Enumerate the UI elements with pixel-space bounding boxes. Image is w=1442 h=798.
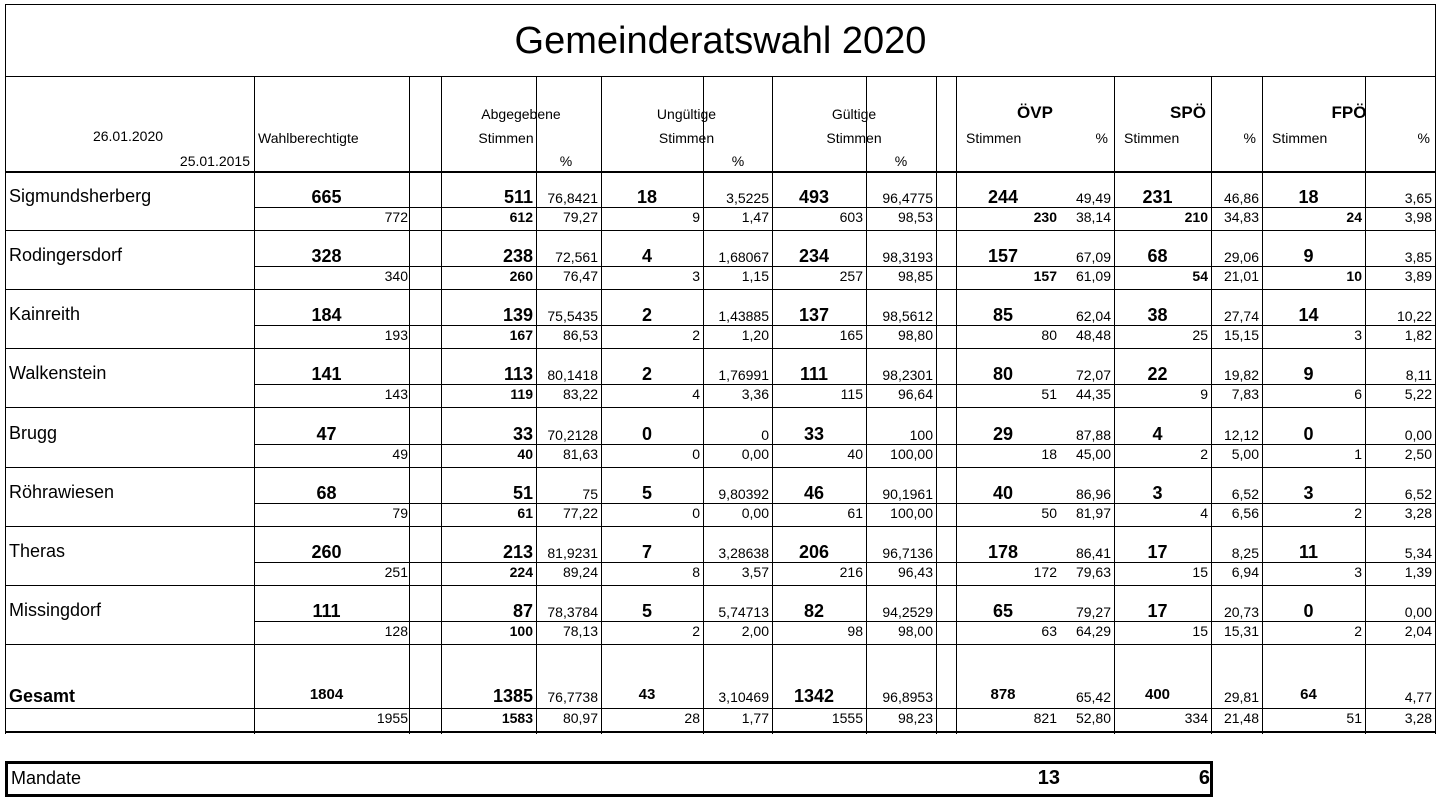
row-5-current-value: 86,96 [1075,486,1111,502]
row-5-current-value: 6,52 [1404,486,1432,502]
row-0-previous-value: 9 [692,209,700,225]
row-7-previous-value: 128 [384,623,408,639]
row-4-current-value: 0,00 [1404,427,1432,443]
header-bottom-line [5,171,1436,173]
row-2-current-value: 2 [641,305,652,325]
row-0-current-value: 231 [1142,187,1173,207]
row-5-current-value: 9,80392 [718,486,769,502]
row-2-previous-value: 167 [509,327,533,343]
row-2-previous-value: 25 [1192,327,1208,343]
row-7-previous-value: 2,04 [1404,623,1432,639]
row-4-previous-value: 2,50 [1404,446,1432,462]
row-7-current-value: 0 [1303,601,1314,621]
row-4-current-value: 0 [641,424,652,444]
row-2-previous-value: 48,48 [1075,327,1111,343]
row-3-current-value: 2 [641,364,652,384]
header-party-1: SPÖ [1170,103,1206,122]
row-0-previous-value: 3,98 [1404,209,1432,225]
column-line-8 [936,76,937,734]
row-bottom-line [5,585,1436,586]
total-row-previous-value: 21,48 [1223,710,1259,726]
row-6-current-value: 81,9231 [547,545,598,561]
header-stimmen-1: Stimmen [1124,130,1180,146]
row-0-current-value: 46,86 [1223,190,1259,206]
row-2-previous-value: 193 [384,327,408,343]
row-1-current-value: 238 [502,246,533,266]
row-6-current-value: 213 [502,542,533,562]
header-wahlberechtigte: Wahlberechtigte [258,130,359,146]
total-row-current-value: 43 [638,686,656,703]
row-2-current-value: 62,04 [1075,308,1111,324]
total-row-previous-value: 52,80 [1075,710,1111,726]
row-split-line [254,325,1436,326]
total-row-name: Gesamt [9,686,76,706]
total-row-current-value: 29,81 [1223,689,1259,705]
row-7-previous-value: 15 [1192,623,1208,639]
mandate-box [5,761,1213,797]
total-row-current-value: 96,8953 [882,689,933,705]
row-2-previous-value: 165 [839,327,863,343]
row-1-previous-value: 98,85 [897,268,933,284]
row-5-current-value: 75 [582,486,598,502]
row-2-current-value: 10,22 [1396,308,1432,324]
row-2-previous-value: 86,53 [562,327,598,343]
row-7-current-value: 65 [992,601,1014,621]
row-6-current-value: 5,34 [1404,545,1432,561]
header-party-2: FPÖ [1331,103,1367,122]
row-5-current-value: 46 [803,483,825,503]
row-2-previous-value: 1,82 [1404,327,1432,343]
row-3-current-value: 113 [503,364,533,384]
row-0-previous-value: 772 [384,209,408,225]
row-2-current-value: 38 [1147,305,1168,325]
total-row-previous-value: 3,28 [1404,710,1432,726]
row-2-current-value: 184 [311,305,342,325]
row-5-current-value: 6,52 [1231,486,1259,502]
row-0-current-value: 244 [987,187,1019,207]
row-0-previous-value: 98,53 [897,209,933,225]
row-0-previous-value: 210 [1184,209,1208,225]
row-3-previous-value: 51 [1041,386,1057,402]
header-gueltige-pct: % [894,153,908,169]
row-0-previous-value: 603 [839,209,863,225]
row-7-previous-value: 2 [1354,623,1362,639]
row-5-previous-value: 61 [847,505,863,521]
row-3-previous-value: 6 [1354,386,1362,402]
total-row-current-value: 400 [1144,686,1171,703]
row-6-current-value: 86,41 [1075,545,1111,561]
row-7-previous-value: 2,00 [741,623,769,639]
header-gueltige-1: Gültige [831,106,877,122]
row-4-current-value: 100 [909,427,933,443]
row-4-name: Brugg [9,423,58,443]
row-1-current-value: 328 [311,246,342,266]
row-5-current-value: 3 [1303,483,1314,503]
header-ungueltige-pct: % [731,153,745,169]
row-1-previous-value: 61,09 [1075,268,1111,284]
row-0-previous-value: 1,47 [741,209,769,225]
row-1-previous-value: 257 [839,268,863,284]
row-1-previous-value: 260 [509,268,533,284]
row-3-current-value: 141 [311,364,342,384]
row-5-name: Röhrawiesen [9,482,115,502]
row-1-previous-value: 3 [692,268,700,284]
frame-left [5,4,6,734]
row-4-current-value: 70,2128 [547,427,598,443]
row-6-previous-value: 15 [1192,564,1208,580]
row-7-current-value: 0,00 [1404,604,1432,620]
row-7-previous-value: 15,31 [1223,623,1259,639]
row-3-current-value: 9 [1303,364,1314,384]
row-7-previous-value: 100 [509,623,533,639]
header-pct-2: % [1417,130,1430,146]
row-5-current-value: 3 [1152,483,1163,503]
row-7-current-value: 87 [512,601,533,621]
row-2-current-value: 139 [502,305,533,325]
row-1-current-value: 9 [1303,246,1314,266]
row-6-current-value: 178 [987,542,1019,562]
row-1-current-value: 72,561 [555,249,598,265]
row-bottom-line [5,289,1436,290]
row-6-previous-value: 224 [509,564,533,580]
row-3-current-value: 22 [1147,364,1168,384]
row-1-current-value: 1,68067 [718,249,769,265]
row-0-current-value: 18 [636,187,658,207]
row-0-current-value: 18 [1298,187,1319,207]
row-7-current-value: 94,2529 [882,604,933,620]
row-0-previous-value: 612 [509,209,533,225]
row-split-line [254,503,1436,504]
row-3-name: Walkenstein [9,363,107,383]
row-5-previous-value: 4 [1200,505,1208,521]
row-1-previous-value: 54 [1192,268,1208,284]
row-3-previous-value: 143 [384,386,408,402]
row-3-current-value: 19,82 [1223,367,1259,383]
row-0-previous-value: 230 [1033,209,1057,225]
row-bottom-line [5,407,1436,408]
row-7-current-value: 82 [803,601,825,621]
total-row-previous-value: 821 [1033,710,1057,726]
row-4-current-value: 29 [992,424,1014,444]
row-7-name: Missingdorf [9,600,102,620]
header-date-current: 26.01.2020 [92,128,164,144]
row-6-current-value: 3,28638 [718,545,769,561]
row-2-previous-value: 3 [1354,327,1362,343]
mandate-label: Mandate [11,768,82,788]
row-6-current-value: 96,7136 [882,545,933,561]
row-4-current-value: 12,12 [1223,427,1259,443]
row-7-previous-value: 64,29 [1075,623,1111,639]
row-2-current-value: 137 [798,305,830,325]
row-3-previous-value: 83,22 [562,386,598,402]
row-4-previous-value: 49 [392,446,408,462]
row-6-previous-value: 6,94 [1231,564,1259,580]
total-row-current-value: 64 [1300,686,1317,703]
title-bottom-line [5,76,1436,77]
row-5-previous-value: 2 [1354,505,1362,521]
row-2-previous-value: 98,80 [897,327,933,343]
total-row-previous-value: 334 [1184,710,1208,726]
header-stimmen-2: Stimmen [1272,130,1328,146]
row-4-previous-value: 2 [1200,446,1208,462]
row-4-previous-value: 1 [1354,446,1362,462]
row-6-previous-value: 96,43 [897,564,933,580]
row-5-current-value: 51 [512,483,533,503]
total-bottom-line [5,731,1436,733]
total-row-previous-value: 28 [684,710,700,726]
row-2-current-value: 27,74 [1223,308,1259,324]
row-4-previous-value: 0,00 [741,446,769,462]
row-0-name: Sigmundsherberg [9,186,152,206]
row-4-current-value: 4 [1152,424,1163,444]
total-row-previous-value: 51 [1346,710,1362,726]
header-abgegebene-2: Stimmen [478,130,534,146]
total-row-previous-value: 1955 [376,710,408,726]
row-5-previous-value: 77,22 [562,505,598,521]
row-3-current-value: 80 [992,364,1014,384]
row-4-current-value: 0 [761,427,769,443]
row-7-current-value: 111 [312,601,341,621]
row-4-previous-value: 100,00 [890,446,933,462]
row-5-previous-value: 79 [392,505,408,521]
row-0-current-value: 49,49 [1075,190,1111,206]
row-6-previous-value: 8 [692,564,700,580]
mandate-oevp-seats: 13 [1037,767,1060,789]
row-split-line [254,384,1436,385]
row-5-previous-value: 6,56 [1231,505,1259,521]
mandate-spoe-seats: 6 [1198,767,1210,789]
row-0-current-value: 665 [311,187,342,207]
header-abgegebene-1: Abgegebene [481,106,561,122]
row-1-current-value: 98,3193 [882,249,933,265]
total-row-current-value: 4,77 [1404,689,1432,705]
row-2-previous-value: 80 [1041,327,1057,343]
row-0-previous-value: 34,83 [1223,209,1259,225]
row-1-previous-value: 3,89 [1404,268,1432,284]
row-1-current-value: 68 [1147,246,1168,266]
row-5-previous-value: 0,00 [741,505,769,521]
row-1-current-value: 157 [987,246,1019,266]
row-split-line [254,621,1436,622]
row-3-previous-value: 44,35 [1075,386,1111,402]
row-6-current-value: 17 [1147,542,1168,562]
row-1-previous-value: 157 [1033,268,1057,284]
row-6-previous-value: 216 [839,564,863,580]
row-7-current-value: 79,27 [1075,604,1111,620]
row-3-previous-value: 7,83 [1231,386,1259,402]
row-3-current-value: 98,2301 [882,367,933,383]
row-6-current-value: 8,25 [1231,545,1259,561]
row-5-previous-value: 0 [692,505,700,521]
row-7-previous-value: 63 [1041,623,1057,639]
total-row-previous-value: 1583 [501,710,533,726]
sheet-title: Gemeinderatswahl 2020 [514,20,927,62]
row-7-previous-value: 98 [847,623,863,639]
row-split-line [254,562,1436,563]
row-2-previous-value: 1,20 [741,327,769,343]
row-4-current-value: 33 [512,424,533,444]
row-1-previous-value: 10 [1346,268,1362,284]
row-3-current-value: 1,76991 [718,367,769,383]
row-3-previous-value: 96,64 [897,386,933,402]
total-split-line [5,708,1436,709]
row-bottom-line [5,526,1436,527]
row-3-previous-value: 9 [1200,386,1208,402]
header-date-previous: 25.01.2015 [179,153,250,169]
row-0-current-value: 511 [503,187,533,207]
row-3-current-value: 8,11 [1405,367,1432,383]
row-3-previous-value: 119 [510,386,533,402]
total-row-previous-value: 1555 [831,710,863,726]
row-1-previous-value: 1,15 [741,268,769,284]
total-row-previous-value: 80,97 [562,710,598,726]
row-0-previous-value: 24 [1346,209,1362,225]
row-6-previous-value: 3 [1354,564,1362,580]
total-row-current-value: 1342 [793,686,835,706]
total-row-previous-value: 98,23 [897,710,933,726]
row-6-previous-value: 89,24 [562,564,598,580]
row-1-current-value: 234 [798,246,830,266]
row-0-current-value: 96,4775 [882,190,933,206]
row-bottom-line [5,230,1436,231]
total-row-current-value: 1385 [492,686,533,706]
row-2-current-value: 14 [1298,305,1319,325]
row-0-previous-value: 38,14 [1075,209,1111,225]
row-1-previous-value: 340 [384,268,408,284]
row-7-previous-value: 78,13 [562,623,598,639]
row-1-name: Rodingersdorf [9,245,123,265]
row-5-current-value: 68 [316,483,337,503]
row-split-line [254,266,1436,267]
header-pct-0: % [1095,130,1108,146]
row-2-current-value: 1,43885 [718,308,769,324]
row-7-current-value: 20,73 [1223,604,1259,620]
row-7-current-value: 5,74713 [718,604,769,620]
total-row-current-value: 76,7738 [547,689,598,705]
row-3-previous-value: 3,36 [741,386,769,402]
row-4-previous-value: 18 [1041,446,1057,462]
row-4-current-value: 33 [803,424,825,444]
header-ungueltige-1: Ungültige [656,106,717,122]
row-5-previous-value: 81,97 [1075,505,1111,521]
row-3-current-value: 111 [799,364,829,384]
row-5-previous-value: 50 [1041,505,1057,521]
row-1-current-value: 29,06 [1223,249,1259,265]
row-2-previous-value: 15,15 [1223,327,1259,343]
row-0-current-value: 3,5225 [726,190,769,206]
row-0-previous-value: 79,27 [562,209,598,225]
row-4-current-value: 0 [1303,424,1314,444]
row-6-previous-value: 3,57 [741,564,769,580]
row-1-current-value: 4 [641,246,652,266]
row-7-previous-value: 2 [692,623,700,639]
row-1-current-value: 3,85 [1404,249,1432,265]
row-2-current-value: 75,5435 [547,308,598,324]
row-4-current-value: 87,88 [1075,427,1111,443]
row-bottom-line [5,467,1436,468]
row-4-previous-value: 45,00 [1075,446,1111,462]
column-line-1 [409,76,410,734]
row-6-previous-value: 251 [384,564,408,580]
row-4-previous-value: 81,63 [562,446,598,462]
row-7-previous-value: 98,00 [897,623,933,639]
row-1-current-value: 67,09 [1075,249,1111,265]
row-5-previous-value: 61 [517,505,533,521]
row-7-current-value: 17 [1147,601,1168,621]
total-row-current-value: 1804 [309,686,344,703]
row-split-line [254,207,1436,208]
row-5-previous-value: 100,00 [890,505,933,521]
row-4-previous-value: 0 [692,446,700,462]
header-abgegebene-pct: % [559,153,573,169]
row-bottom-line [5,644,1436,645]
row-3-current-value: 72,07 [1075,367,1111,383]
row-1-previous-value: 76,47 [562,268,598,284]
row-6-current-value: 260 [311,542,342,562]
row-6-previous-value: 79,63 [1075,564,1111,580]
row-split-line [254,444,1436,445]
row-6-previous-value: 172 [1033,564,1057,580]
row-1-previous-value: 21,01 [1223,268,1259,284]
header-ungueltige-2: Stimmen [658,130,715,146]
row-4-previous-value: 40 [517,446,533,462]
total-row-current-value: 3,10469 [718,689,769,705]
header-stimmen-0: Stimmen [966,130,1022,146]
row-3-current-value: 80,1418 [547,367,598,383]
row-5-current-value: 90,1961 [882,486,933,502]
header-pct-1: % [1243,130,1256,146]
frame-top [5,4,1436,5]
header-gueltige-2: Stimmen [826,130,882,146]
row-7-current-value: 5 [641,601,652,621]
row-2-name: Kainreith [9,304,81,324]
row-5-current-value: 40 [992,483,1014,503]
row-0-current-value: 493 [798,187,830,207]
row-6-name: Theras [9,541,66,561]
row-5-current-value: 5 [641,483,652,503]
row-2-current-value: 85 [992,305,1014,325]
row-3-previous-value: 5,22 [1404,386,1432,402]
row-4-previous-value: 40 [847,446,863,462]
row-0-current-value: 76,8421 [547,190,598,206]
row-3-previous-value: 4 [692,386,700,402]
row-6-current-value: 206 [798,542,830,562]
row-6-current-value: 11 [1298,542,1319,562]
total-row-current-value: 878 [990,686,1016,703]
row-2-previous-value: 2 [692,327,700,343]
row-6-current-value: 7 [641,542,652,562]
row-2-current-value: 98,5612 [882,308,933,324]
header-party-0: ÖVP [1017,103,1053,122]
total-row-current-value: 65,42 [1075,689,1111,705]
row-5-previous-value: 3,28 [1404,505,1432,521]
row-3-previous-value: 115 [840,386,863,402]
row-0-current-value: 3,65 [1404,190,1432,206]
row-4-previous-value: 5,00 [1231,446,1259,462]
row-4-current-value: 47 [316,424,337,444]
total-row-previous-value: 1,77 [741,710,769,726]
row-bottom-line [5,348,1436,349]
row-6-previous-value: 1,39 [1404,564,1432,580]
row-7-current-value: 78,3784 [547,604,598,620]
